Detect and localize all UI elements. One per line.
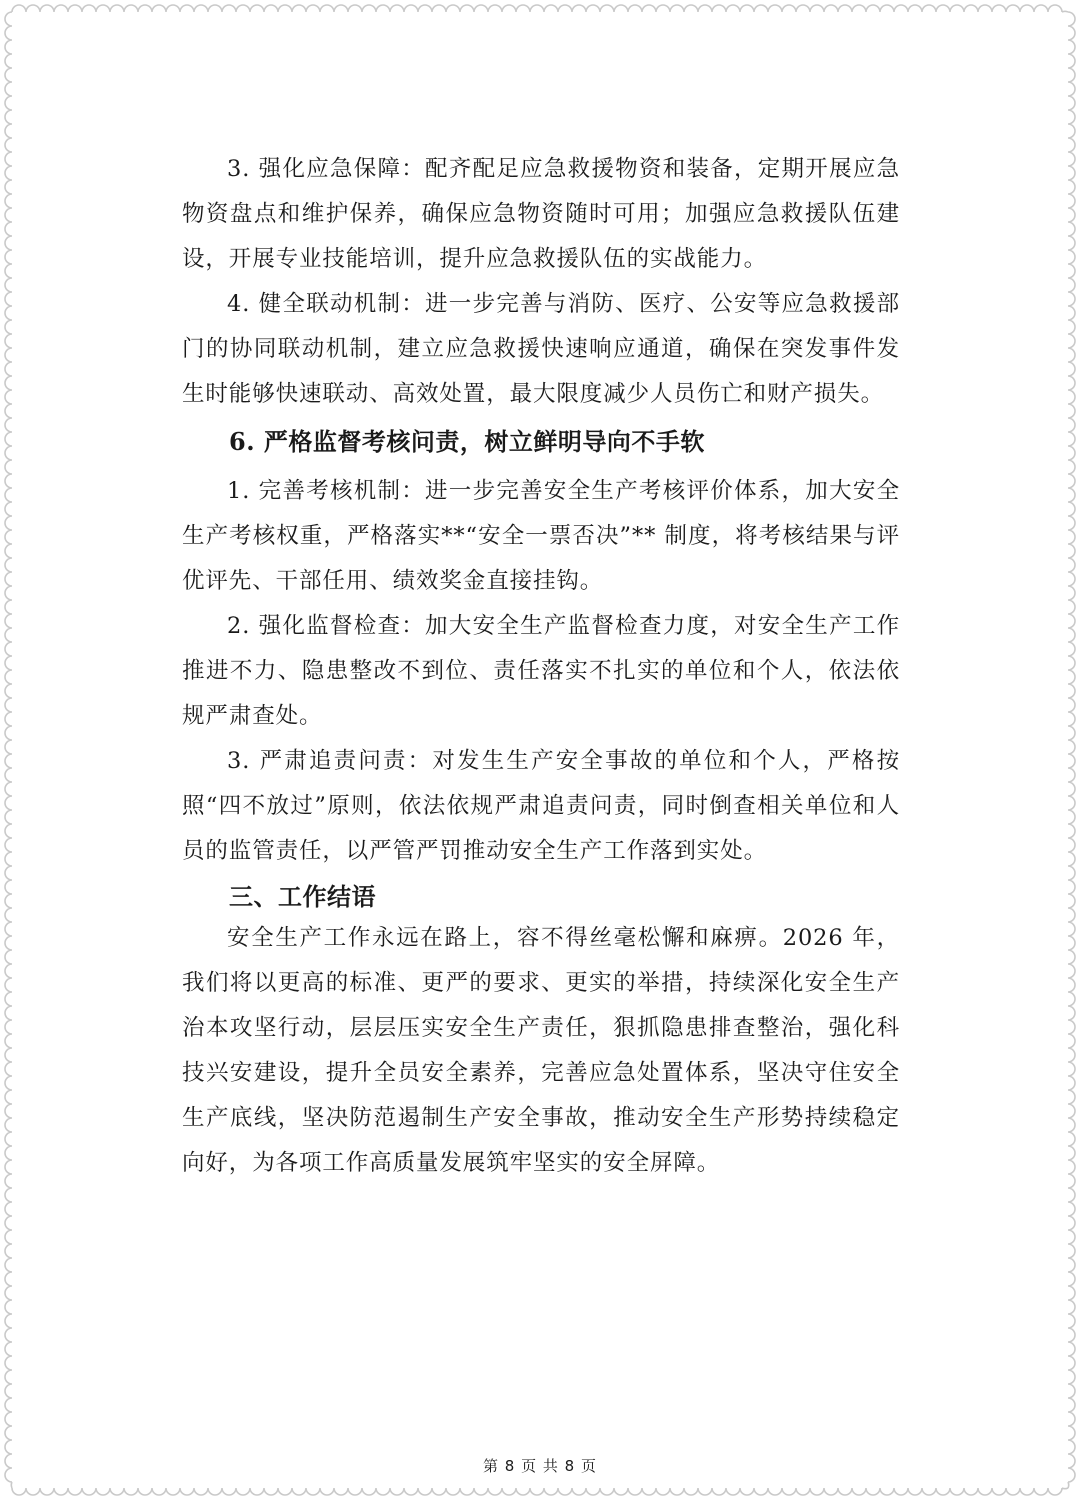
list-item: 3. 严肃追责问责：对发生生产安全事故的单位和个人，严格按照“四不放过”原则，依法依规严肃追责问责，同时倒查相关单位和人员的监管责任，以严管严罚推动安全生产工作落到实处。 <box>182 748 900 864</box>
conclusion-paragraph: 安全生产工作永远在路上，容不得丝毫松懈和麻痹。2026 年，我们将以更高的标准、更严的要求、更实的举措，持续深化安全生产治本攻坚行动，层层压实安全生产责任，狠抓隐患排查整治，强化科技兴安建设，提升全员安全素养，完善应急处置体系，坚决守住安全生产底线，坚决防范遏制生产安全事故，推动安全生产形势持续稳定向好，为各项工作高质量发展筑牢坚实的安全屏障。 <box>182 925 900 1176</box>
section-continued <box>182 147 900 417</box>
section-heading: 三、工作结语 <box>229 883 376 911</box>
list-item: 2. 强化监督检查：加大安全生产监督检查力度，对安全生产工作推进不力、隐患整改不到位、责任落实不扎实的单位和个人，依法依规严肃查处。 <box>182 613 900 729</box>
section-heading: 6. 严格监督考核问责，树立鲜明导向不手软 <box>229 427 705 456</box>
document-page <box>182 147 900 1186</box>
section-6 <box>182 427 900 874</box>
list-item: 3. 强化应急保障：配齐配足应急救援物资和装备，定期开展应急物资盘点和维护保养，确保应急物资随时可用；加强应急救援队伍建设，开展专业技能培训，提升应急救援队伍的实战能力。 <box>182 156 900 272</box>
section-conclusion <box>182 882 900 1186</box>
list-item: 1. 完善考核机制：进一步完善安全生产考核评价体系，加大安全生产考核权重，严格落实**“安全一票否决”** 制度，将考核结果与评优评先、干部任用、绩效奖金直接挂钩。 <box>182 478 900 594</box>
page-number-footer: 第 8 页 共 8 页 <box>483 1457 597 1475</box>
list-item: 4. 健全联动机制：进一步完善与消防、医疗、公安等应急救援部门的协同联动机制，建立应急救援快速响应通道，确保在突发事件发生时能够快速联动、高效处置，最大限度减少人员伤亡和财产损失。 <box>182 291 900 407</box>
